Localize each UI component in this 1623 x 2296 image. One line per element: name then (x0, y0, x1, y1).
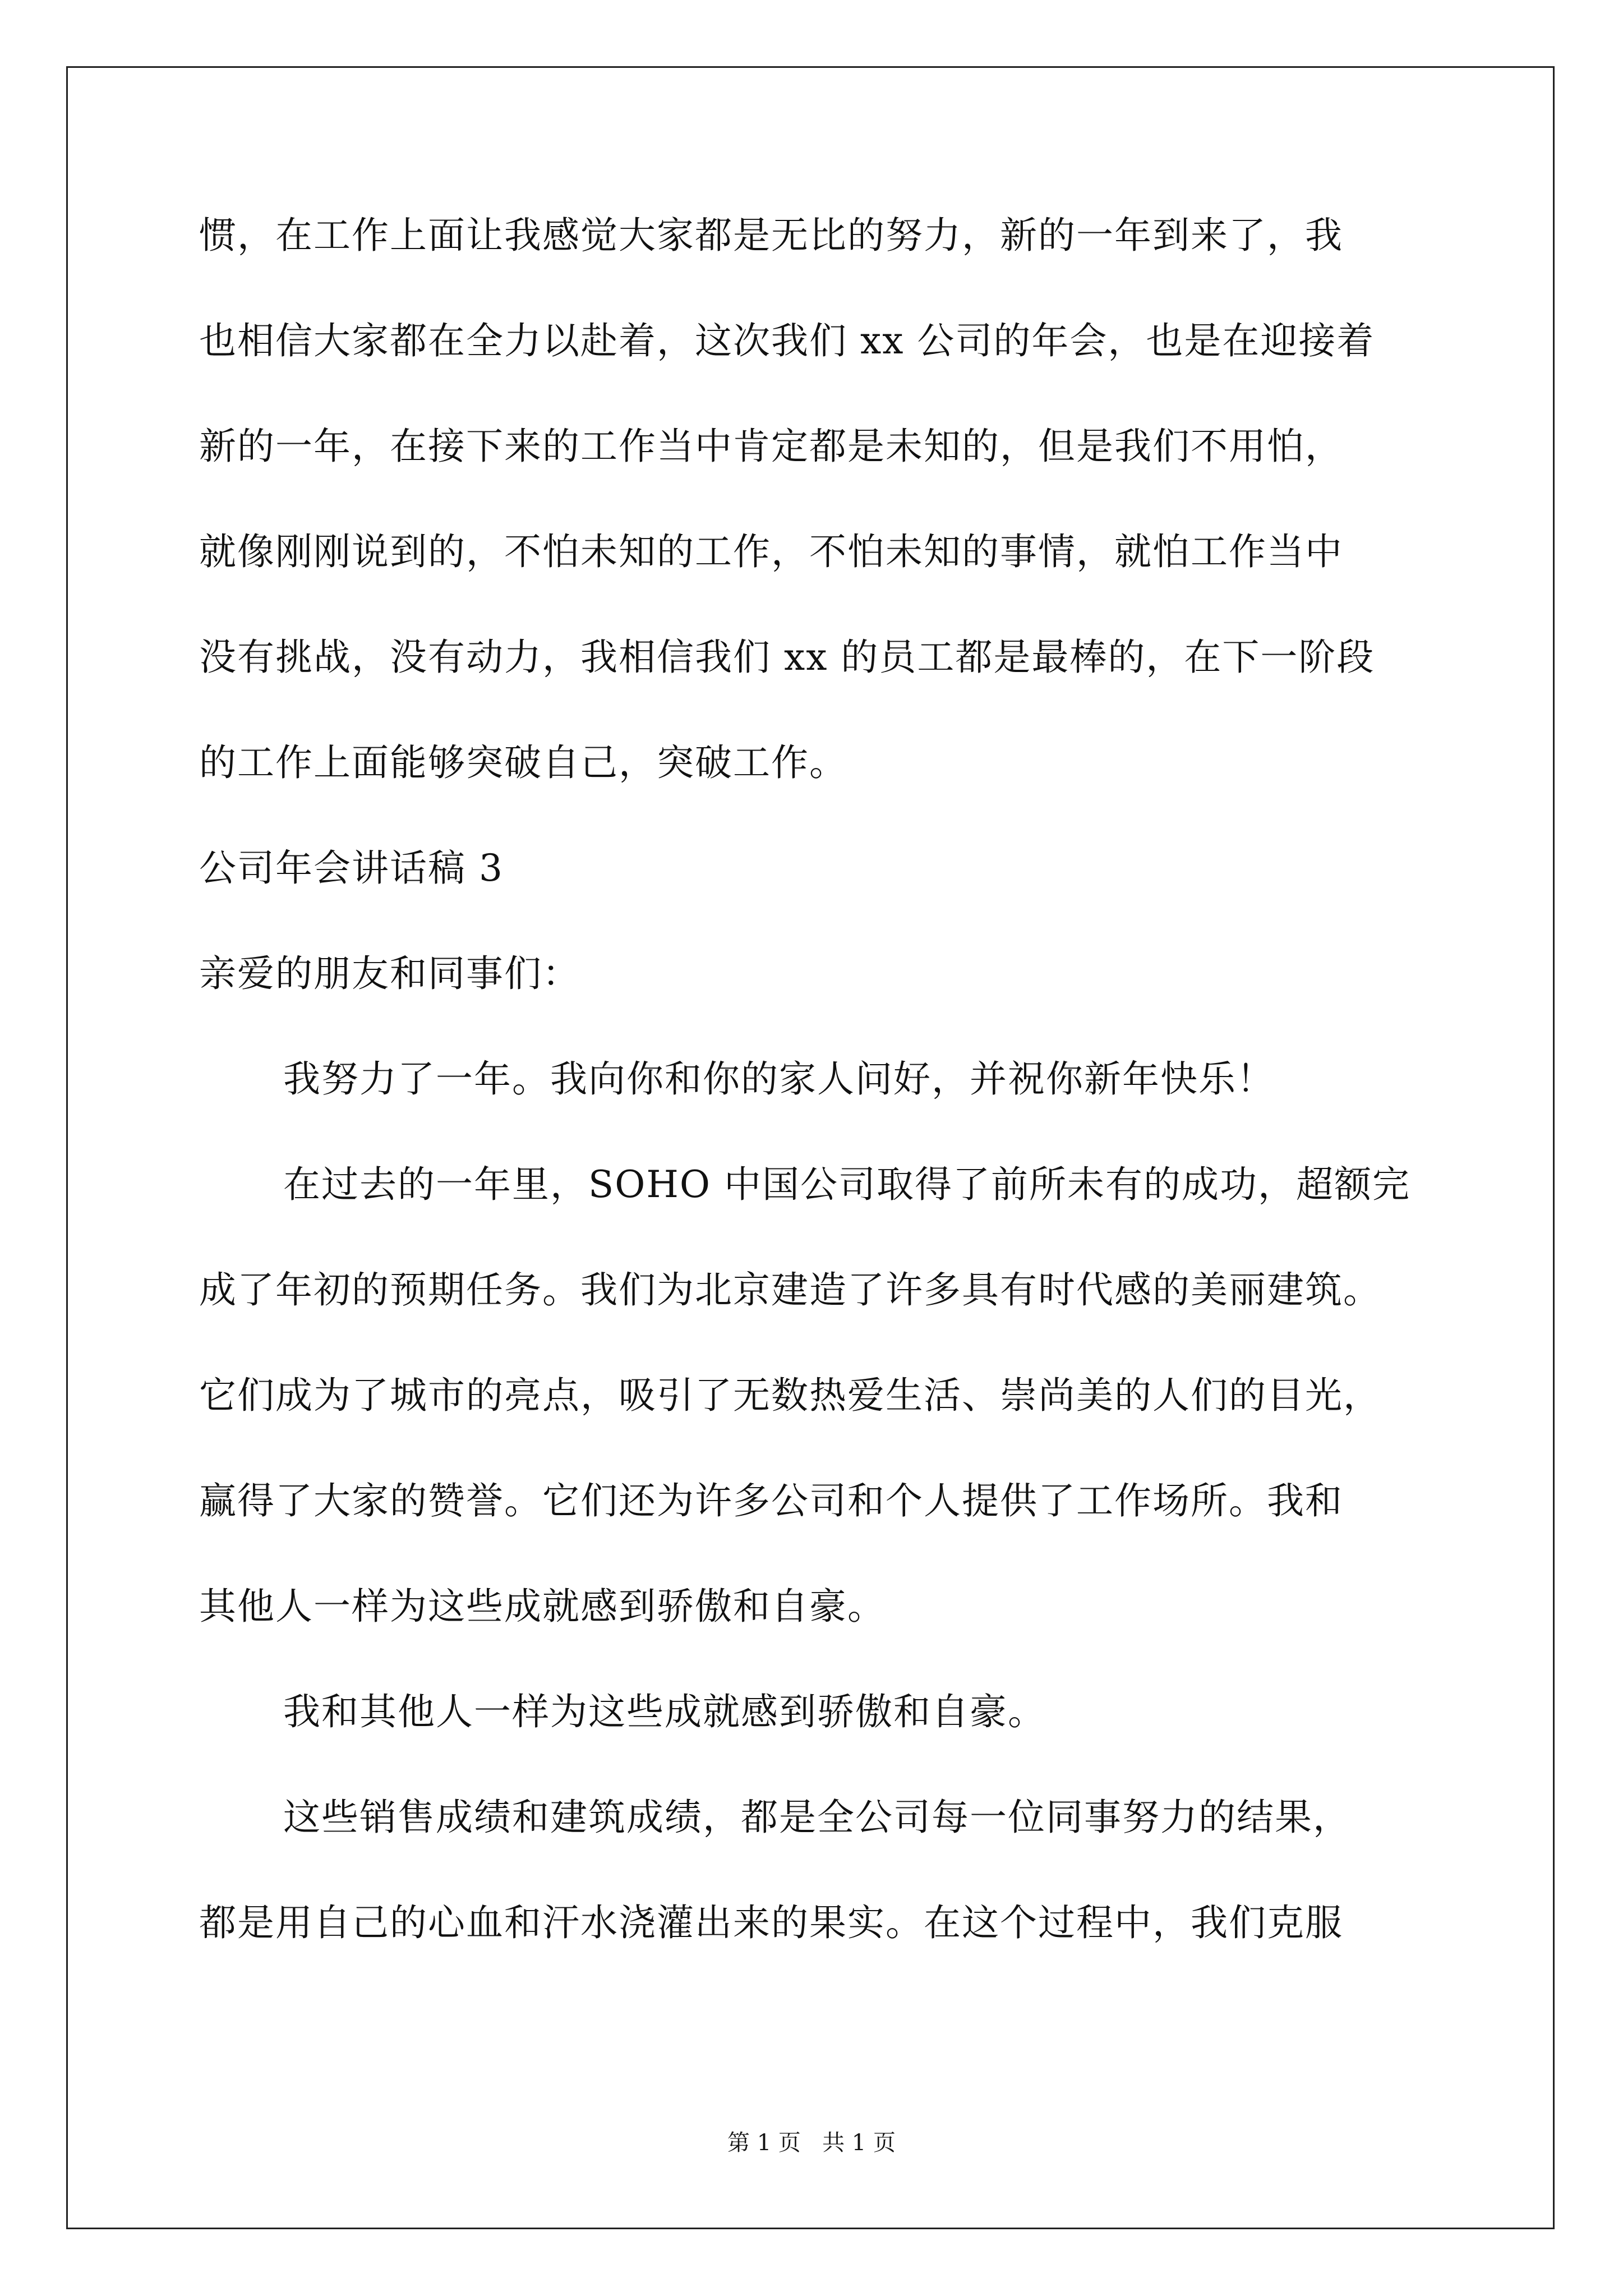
text-line: 赢得了大家的赞誉。它们还为许多公司和个人提供了工作场所。我和 (199, 1479, 1343, 1522)
text-line: 其他人一样为这些成就感到骄傲和自豪。 (199, 1585, 886, 1628)
text-line: 我和其他人一样为这些成就感到骄傲和自豪。 (283, 1690, 1046, 1733)
text-line: 这些销售成绩和建筑成绩，都是全公司每一位同事努力的结果， (283, 1796, 1351, 1839)
text-line: 也相信大家都在全力以赴着，这次我们 xx 公司的年会，也是在迎接着 (199, 319, 1375, 362)
text-line: 成了年初的预期任务。我们为北京建造了许多具有时代感的美丽建筑。 (199, 1268, 1381, 1312)
salutation: 亲爱的朋友和同事们： (199, 952, 580, 995)
text-line: 都是用自己的心血和汗水浇灌出来的果实。在这个过程中，我们克服 (199, 1901, 1343, 1944)
text-line: 就像刚刚说到的，不怕未知的工作，不怕未知的事情，就怕工作当中 (199, 530, 1343, 573)
text-line: 我努力了一年。我向你和你的家人问好，并祝你新年快乐！ (283, 1057, 1275, 1101)
text-line: 新的一年，在接下来的工作当中肯定都是未知的，但是我们不用怕， (199, 425, 1343, 468)
text-line: 惯，在工作上面让我感觉大家都是无比的努力，新的一年到来了，我 (199, 214, 1343, 257)
text-line: 的工作上面能够突破自己，突破工作。 (199, 741, 847, 784)
text-line: 在过去的一年里，SOHO 中国公司取得了前所未有的成功，超额完 (283, 1163, 1410, 1206)
page-footer: 第 1 页 共 1 页 (727, 2130, 896, 2156)
section-heading: 公司年会讲话稿 3 (199, 846, 504, 890)
text-line: 没有挑战，没有动力，我相信我们 xx 的员工都是最棒的，在下一阶段 (199, 636, 1375, 679)
text-line: 它们成为了城市的亮点，吸引了无数热爱生活、崇尚美的人们的目光， (199, 1374, 1381, 1417)
